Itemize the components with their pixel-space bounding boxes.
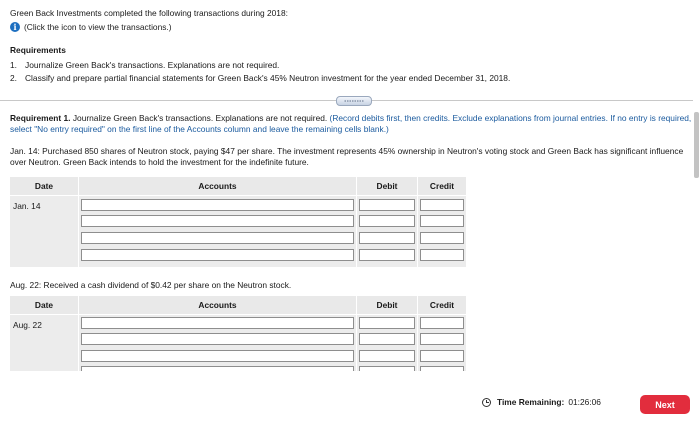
view-transactions-link[interactable]: (Click the icon to view the transactions.) [24, 22, 172, 32]
date-header: Date [10, 296, 79, 314]
date-label: Aug. 22 [13, 320, 42, 330]
debit-input[interactable] [359, 317, 415, 329]
account-input[interactable] [81, 249, 354, 261]
collapse-handle[interactable] [336, 96, 372, 106]
requirement-item [10, 72, 510, 85]
credit-input[interactable] [420, 249, 464, 261]
account-input[interactable] [81, 232, 354, 244]
debit-input[interactable] [359, 215, 415, 227]
ellipsis-icon [344, 100, 364, 102]
credit-input[interactable] [420, 215, 464, 227]
debit-header: Debit [357, 296, 418, 314]
accounts-header: Accounts [79, 177, 357, 195]
account-input[interactable] [81, 215, 354, 227]
aug-journal-table [10, 296, 466, 374]
date-cell [10, 196, 78, 267]
time-remaining [482, 397, 601, 407]
credit-header: Credit [429, 300, 455, 310]
account-input[interactable] [81, 350, 354, 362]
date-cell [10, 315, 78, 374]
intro-title: Green Back Investments completed the following transactions during 2018: [10, 8, 288, 18]
debit-input[interactable] [359, 199, 415, 211]
credit-input[interactable] [420, 333, 464, 345]
requirements-list [10, 59, 510, 85]
requirement1-text: Journalize Green Back's transactions. Explanations are not required. [70, 113, 328, 123]
jan-transaction-description: Jan. 14: Purchased 850 shares of Neutron stock, paying $47 per share. The investment represents 45% ownership in Neutron's voting stock and Green Back has significant influence over Neutron. Green Back intends to hold the investment for the indefinite future. [10, 146, 684, 167]
date-label: Jan. 14 [13, 201, 41, 211]
info-icon[interactable]: i [10, 22, 20, 32]
aug-transaction-description: Aug. 22: Received a cash dividend of $0.42 per share on the Neutron stock. [10, 280, 292, 290]
requirement-number: 1. [10, 60, 17, 70]
debit-input[interactable] [359, 232, 415, 244]
table-header [10, 296, 466, 314]
credit-header: Credit [429, 181, 455, 191]
requirements-heading: Requirements [10, 45, 66, 55]
requirement1-instructions [10, 113, 694, 135]
debit-input[interactable] [359, 249, 415, 261]
content-cutoff [0, 371, 700, 381]
requirement-text: Journalize Green Back's transactions. Explanations are not required. [25, 60, 280, 70]
timer-label: Time Remaining: [497, 397, 565, 407]
requirement-number: 2. [10, 73, 17, 83]
requirement-item [10, 59, 510, 72]
requirement-text: Classify and prepare partial financial statements for Green Back's 45% Neutron investment for the year ended December 31, 2018. [25, 73, 511, 83]
clock-icon [482, 398, 491, 407]
account-input[interactable] [81, 199, 354, 211]
credit-input[interactable] [420, 232, 464, 244]
account-input[interactable] [81, 317, 354, 329]
account-input[interactable] [81, 333, 354, 345]
jan-journal-table [10, 177, 466, 267]
requirement1-hint: (Record debits first, then credits. Exclude explanations from journal entries. If no entry is required, select "No entry required" on the first line of the Accounts column and leave the remaining cells blank.) [10, 113, 692, 134]
scrollbar[interactable] [694, 112, 699, 178]
next-button[interactable]: Next [640, 395, 690, 414]
credit-input[interactable] [420, 350, 464, 362]
date-header: Date [10, 177, 79, 195]
view-transactions-row[interactable] [10, 22, 172, 32]
credit-input[interactable] [420, 199, 464, 211]
credit-input[interactable] [420, 317, 464, 329]
accounts-header: Accounts [79, 296, 357, 314]
debit-input[interactable] [359, 333, 415, 345]
table-header [10, 177, 466, 195]
requirement1-label: Requirement 1. [10, 113, 71, 123]
timer-value: 01:26:06 [568, 397, 601, 407]
debit-header: Debit [357, 177, 418, 195]
debit-input[interactable] [359, 350, 415, 362]
